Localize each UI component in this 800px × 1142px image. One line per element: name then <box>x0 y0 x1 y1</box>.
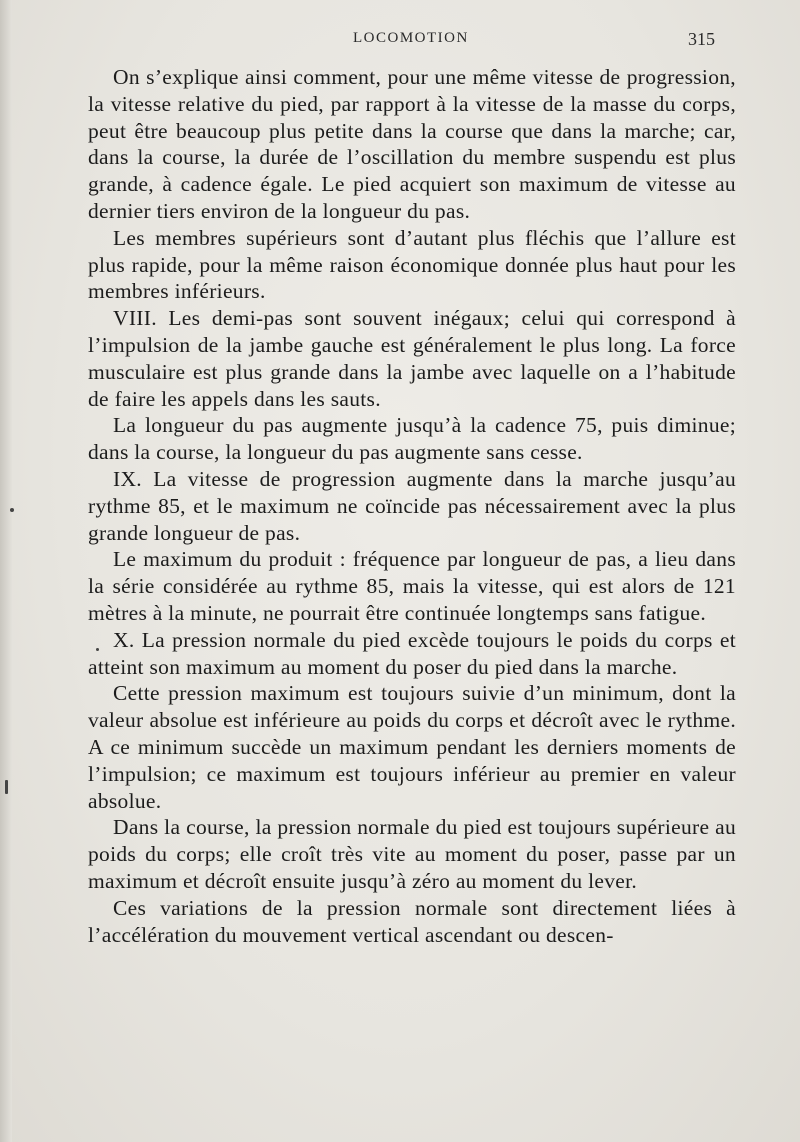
margin-speck <box>10 508 14 512</box>
paragraph: X. La pression normale du pied excède toujours le poids du corps et atteint son maximum au moment du poser du pied dans la marche. <box>88 627 736 679</box>
paragraph: IX. La vitesse de progression augmente dans la marche jusqu’au rythme 85, et le maximum ne coïncide pas nécessairement avec la plus grande longueur de pas. <box>88 466 736 545</box>
paragraph: Les membres supérieurs sont d’autant plus fléchis que l’allure est plus rapide, pour la même raison économique donnée plus haut pour les membres inférieurs. <box>88 225 736 304</box>
paragraph: On s’explique ainsi comment, pour une même vitesse de progression, la vitesse relative du pied, par rapport à la vitesse de la masse du corps, peut être beaucoup plus petite dans la course que dans la marche; car, dans la course, la durée de l’oscillation du membre suspendu est plus grande, à cadence égale. Le pied acquiert son maximum de vitesse au dernier tiers environ de la longueur du pas. <box>88 65 736 223</box>
paragraph: Dans la course, la pression normale du pied est toujours supérieure au poids du corps; elle croît très vite au moment du poser, passe par un maximum et décroît ensuite jusqu’à zéro au moment du lever. <box>88 815 736 893</box>
running-title: LOCOMOTION <box>353 30 469 46</box>
page-binding-edge <box>0 0 12 1142</box>
paragraph: Le maximum du produit : fréquence par longueur de pas, a lieu dans la série considérée au rythme 85, mais la vitesse, qui est alors de 121 mètres à la minute, ne pourrait être continuée longtemps sans fatigue. <box>88 547 736 625</box>
margin-speck <box>96 648 99 651</box>
body-text <box>88 64 736 948</box>
page-header <box>0 30 800 54</box>
paragraph: Ces variations de la pression normale sont directement liées à l’accélération du mouvement vertical ascendant ou descen- <box>88 895 736 947</box>
page-number: 315 <box>688 29 715 49</box>
paragraph: La longueur du pas augmente jusqu’à la cadence 75, puis diminue; dans la course, la longueur du pas augmente sans cesse. <box>88 413 736 465</box>
paragraph: Cette pression maximum est toujours suivie d’un minimum, dont la valeur absolue est inférieure au poids du corps et décroît avec le rythme. A ce minimum succède un maximum pendant les derniers moments de l’impulsion; ce maximum est toujours inférieur au premier en valeur absolue. <box>88 681 736 813</box>
margin-speck <box>5 780 8 794</box>
paragraph: VIII. Les demi-pas sont souvent inégaux; celui qui correspond à l’impulsion de la jambe gauche est généralement le plus long. La force musculaire est plus grande dans la jambe avec laquelle on a l’habitude de faire les appels dans les sauts. <box>88 306 736 411</box>
